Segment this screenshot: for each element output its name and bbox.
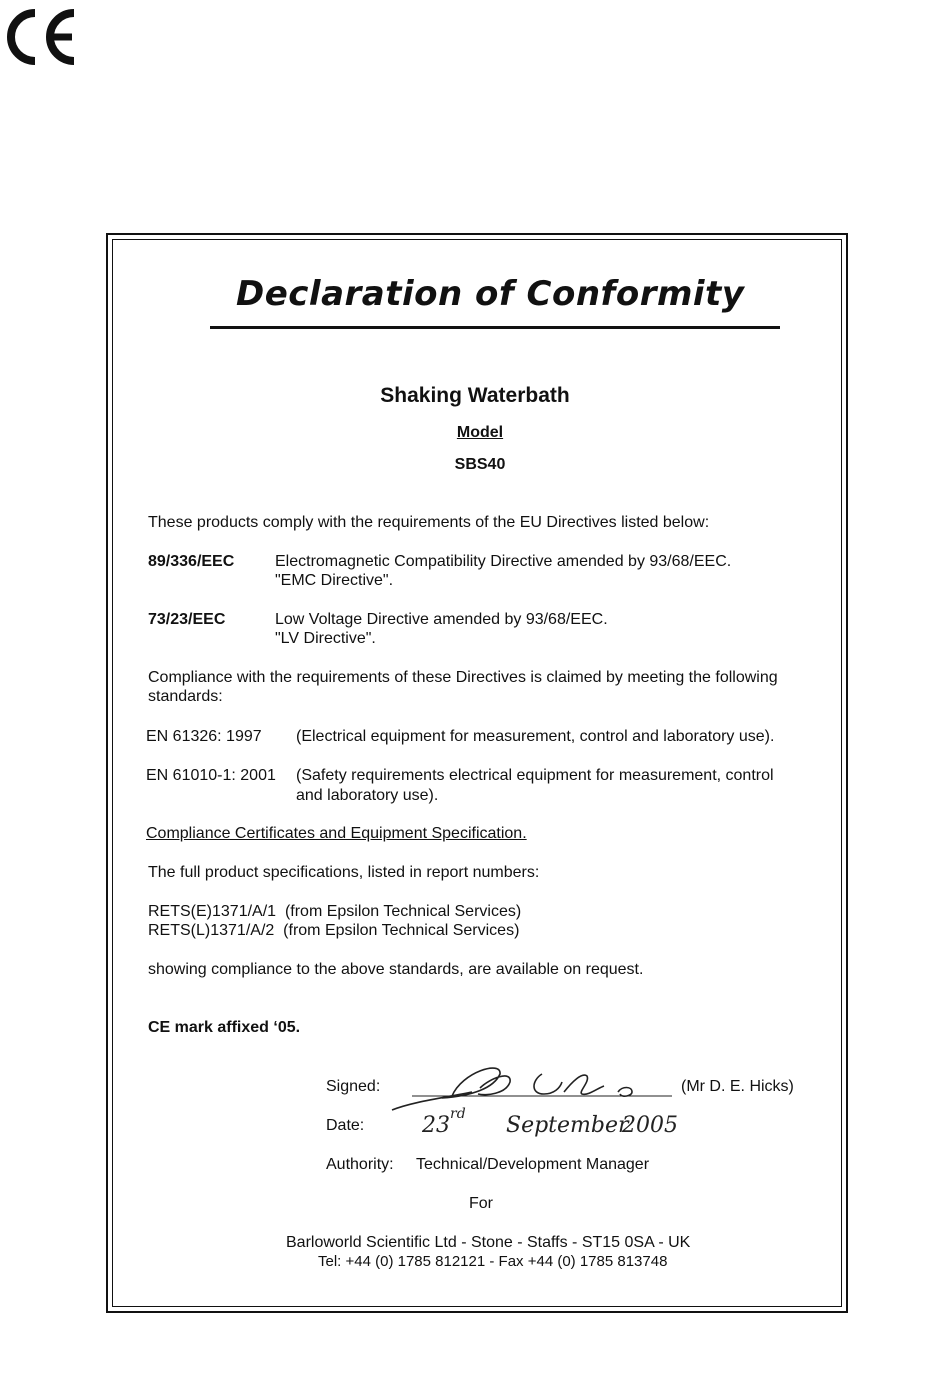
availability-text: showing compliance to the above standards, are available on request. (148, 961, 644, 978)
intro-text: These products comply with the requirements of the EU Directives listed below: (148, 514, 710, 531)
svg-text:September: September (506, 1113, 629, 1138)
standard-code: EN 61326: 1997 (146, 728, 262, 745)
standard-description-cont: and laboratory use). (296, 787, 439, 804)
model-label: Model (456, 424, 504, 441)
company-contact: Tel: +44 (0) 1785 812121 - Fax +44 (0) 1785 813748 (318, 1253, 668, 1270)
directive-code: 73/23/EEC (148, 611, 226, 628)
compliance-text: Compliance with the requirements of these Directives is claimed by meeting the following (148, 669, 778, 686)
authority-label: Authority: (326, 1156, 394, 1173)
handwritten-signature (382, 1052, 722, 1142)
directive-code: 89/336/EEC (148, 553, 235, 570)
company-address: Barloworld Scientific Ltd - Stone - Staffs - ST15 0SA - UK (286, 1234, 691, 1251)
report-number: RETS(L)1371/A/2 (from Epsilon Technical Services) (148, 922, 520, 939)
for-label: For (469, 1195, 493, 1212)
directive-description: Electromagnetic Compatibility Directive amended by 93/68/EEC. (275, 553, 732, 570)
spec-intro: The full product specifications, listed in report numbers: (148, 864, 540, 881)
standard-description: (Electrical equipment for measurement, control and laboratory use). (296, 728, 775, 745)
svg-text:23: 23 (422, 1113, 450, 1138)
authority-value: Technical/Development Manager (416, 1156, 650, 1173)
directive-short-name: "EMC Directive". (275, 572, 394, 589)
ce-mark-logo (4, 6, 78, 68)
date-label: Date: (326, 1117, 365, 1134)
model-value: SBS40 (454, 456, 506, 473)
product-name: Shaking Waterbath (380, 384, 570, 407)
compliance-text-cont: standards: (148, 688, 223, 705)
directive-short-name: "LV Directive". (275, 630, 376, 647)
svg-text:2005: 2005 (622, 1113, 678, 1138)
certificates-heading: Compliance Certificates and Equipment Specification. (146, 825, 527, 842)
report-number: RETS(E)1371/A/1 (from Epsilon Technical Services) (148, 903, 522, 920)
standard-code: EN 61010-1: 2001 (146, 767, 276, 784)
signed-label: Signed: (326, 1078, 381, 1095)
svg-text:rd: rd (450, 1106, 466, 1122)
title-underline (210, 326, 780, 329)
signer-name: (Mr D. E. Hicks) (681, 1078, 794, 1095)
standard-description: (Safety requirements electrical equipment for measurement, control (296, 767, 774, 784)
document-title: Declaration of Conformity (236, 274, 745, 314)
directive-description: Low Voltage Directive amended by 93/68/EEC. (275, 611, 608, 628)
ce-affixed-note: CE mark affixed ‘05. (148, 1019, 301, 1036)
